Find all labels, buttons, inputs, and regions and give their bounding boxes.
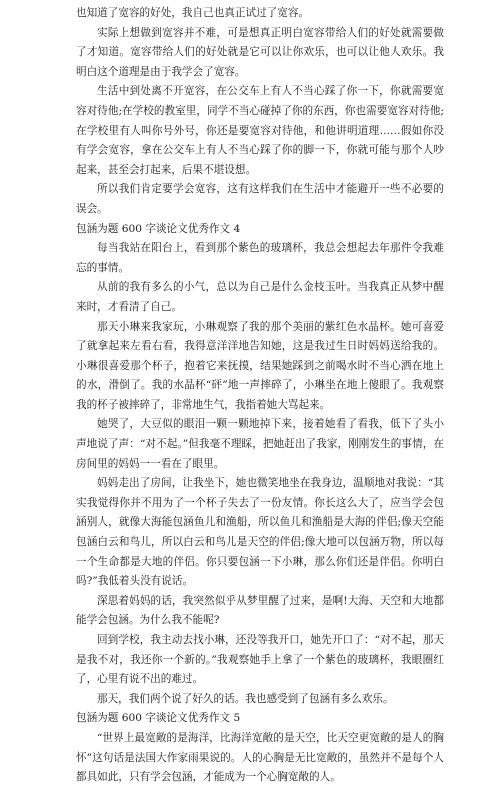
document-body xyxy=(0,4,500,788)
paragraph: 深思着妈妈的话，我突然似乎从梦里醒了过来，是啊!大海、天空和大地都能学会包涵。为什么我不能呢? xyxy=(76,594,444,627)
paragraph: 所以我们肯定要学会宽容，这有这样我们在生活中才能避开一些不必要的误会。 xyxy=(76,183,444,215)
paragraph: 也知道了宽容的好处，我自己也真正试过了宽容。 xyxy=(76,7,310,19)
section-heading: 包涵为题 600 字谈论文优秀作文 5 xyxy=(76,712,241,725)
paragraph: 生活中到处离不开宽容，在公交车上有人不当心踩了你一下，你就需要宽容对待他;在学校的教室里，同学不当心碰掉了你的东西，你也需要宽容对待他;在学校里有人叫你号外号，你还是要宽容对待他，和他讲明道理……假如你没有学会宽容，拿在公交车上有人不当心踩了你的脚一下，你就可能与那个人吵起来，甚至会打起来，后果不堪设想。 xyxy=(76,85,444,176)
paragraph: 实际上想做到宽容并不难，可是想真正明白宽容带给人们的好处就需要做了才知道。宽容带给人们的好处就是它可以让你欢乐，也可以让他人欢乐。我明白这个道理是由于我学会了宽容。 xyxy=(76,26,444,78)
paragraph: 从前的我有多么的小气，总以为自己是什么金枝玉叶。当我真正从梦中醒来时，才看清了自己。 xyxy=(76,281,444,313)
paragraph: 她哭了，大豆似的眼泪一颗一颗地掉下来，接着她看了看我，低下了头小声地说了声：“对不起。”但我毫不理睬，把她赶出了我家，刚刚发生的事情，在房间里的妈妈一一看在了眼里。 xyxy=(76,418,444,470)
paragraph: 每当我站在阳台上，看到那个紫色的玻璃杯，我总会想起去年那件令我难忘的事情。 xyxy=(76,242,444,274)
paragraph: 回到学校，我主动去找小琳，还没等我开口，她先开口了：“对不起，那天是我不对，我还你一个新的。”我观察她手上拿了一个紫色的玻璃杯，我眼圈红了，心里有说不出的难过。 xyxy=(76,634,444,686)
paragraph: 妈妈走出了房间，让我坐下，她也微笑地坐在我身边，温顺地对我说：“其实我觉得你并不用为了一个杯子失去了一份友情。你长这么大了，应当学会包涵别人，就像大海能包涵鱼儿和渔船，所以鱼儿和渔船是大海的伴侣;像天空能包涵白云和鸟儿，所以白云和鸟儿是天空的伴侣;像大地可以包涵万物，所以每一个生命都是大地的伴侣。你只要包涵一下小琳，那么你们还是伴侣。你明白吗?”我低着头没有说话。 xyxy=(76,477,444,588)
section-heading: 包涵为题 600 字谈论文优秀作文 4 xyxy=(76,222,241,235)
paragraph: “世界上最宽敞的是海洋，比海洋宽敞的是天空，比天空更宽敞的是人的胸怀”这句话是法国大作家雨果说的。人的心胸是无比宽敞的，虽然并不是每个人都具如此，只有学会包涵，才能成为一个心胸宽敞的人。 xyxy=(76,731,444,784)
paragraph: 那天，我们两个说了好久的话。我也感受到了包涵有多么欢乐。 xyxy=(97,692,394,705)
paragraph: 那天小琳来我家玩，小琳观察了我的那个美丽的紫红色水晶杯。她可喜爱了就拿起来左看右看，我得意洋洋地告知她，这是我过生日时妈妈送给我的。小琳很喜爱那个杯子，抱着它来抚摸，结果她踩到之前喝水时不当心洒在地上的水，滑倒了。我的水晶杯“砰”地一声摔碎了，小琳坐在地上傻眼了。我观察我的杯子被摔碎了，非常地生气，我指着她大骂起来。 xyxy=(76,320,444,411)
